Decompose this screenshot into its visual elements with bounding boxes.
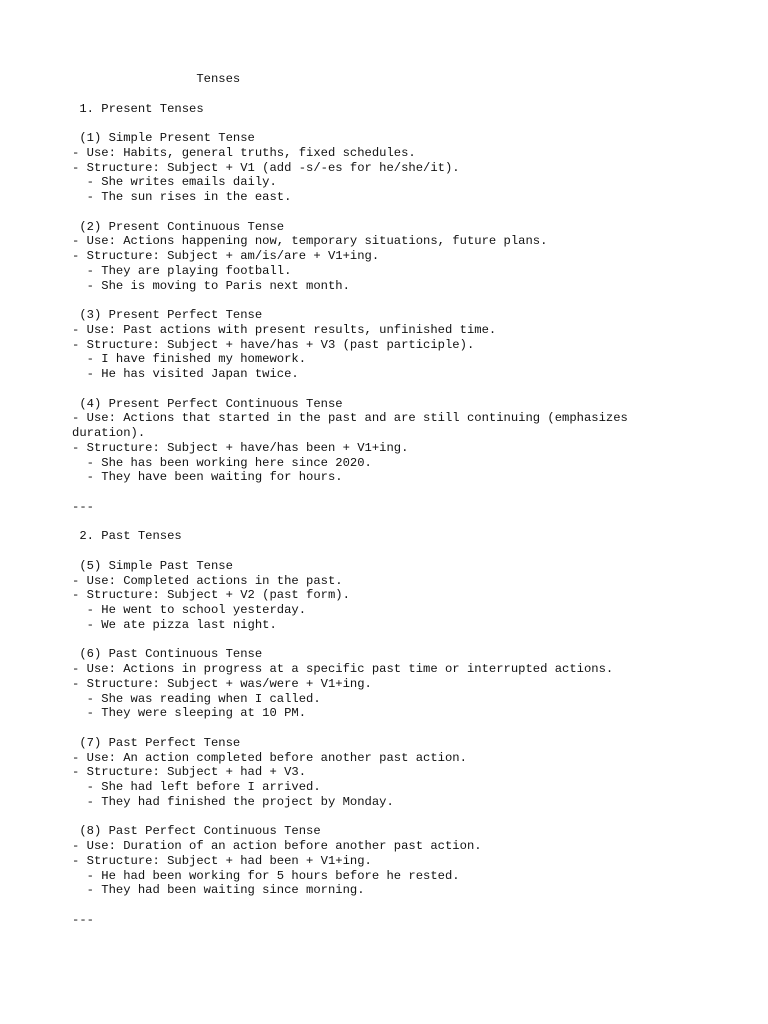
text-line: - They are playing football. [72,263,292,278]
text-line: - Use: An action completed before another past action. [72,750,467,765]
text-line [72,205,722,220]
text-line: - Structure: Subject + have/has + V3 (past participle). [72,337,475,352]
text-line [72,633,722,648]
text-line [72,515,722,530]
text-line: - The sun rises in the east. [72,190,292,204]
text-line [72,485,722,500]
text-line: - Structure: Subject + V1 (add -s/-es for he/she/it). [72,160,460,175]
text-line: - Structure: Subject + V2 (past form). [72,588,350,603]
text-line: Tenses [72,72,241,86]
text-line: - They were sleeping at 10 PM. [72,706,307,721]
text-line: - She writes emails daily. [72,175,277,190]
text-line: - I have finished my homework. [72,352,307,367]
text-line: --- [72,499,94,514]
text-line: - He had been working for 5 hours before he rested. [72,868,460,883]
text-line: - Use: Actions that started in the past and are still continuing (emphasizes [72,411,628,426]
text-line: - He went to school yesterday. [72,603,307,617]
text-line: (8) Past Perfect Continuous Tense [72,824,321,839]
text-line: 2. Past Tenses [72,529,182,544]
text-line [72,382,722,397]
text-line: - She was reading when I called. [72,691,321,706]
document-text [72,72,722,928]
text-line: (2) Present Continuous Tense [72,219,285,234]
text-line: 1. Present Tenses [72,101,204,116]
text-line: - Structure: Subject + had been + V1+ing. [72,853,372,868]
text-line: (7) Past Perfect Tense [72,735,241,750]
text-line: (5) Simple Past Tense [72,558,233,573]
text-line: - He has visited Japan twice. [72,367,299,381]
text-line [72,898,722,913]
text-line: - Use: Actions happening now, temporary situations, future plans. [72,234,548,249]
text-line: - Use: Past actions with present results, unfinished time. [72,322,497,337]
text-line: duration). [72,426,146,440]
text-line: - Use: Duration of an action before another past action. [72,839,482,853]
text-line: (4) Present Perfect Continuous Tense [72,396,343,411]
text-line [72,721,722,736]
text-line: - Use: Actions in progress at a specific past time or interrupted actions. [72,662,614,676]
text-line: - They had finished the project by Monday. [72,794,394,809]
text-line: (3) Present Perfect Tense [72,308,263,322]
text-line: - She is moving to Paris next month. [72,278,350,293]
text-line: - They had been waiting since morning. [72,883,365,898]
text-line: - Use: Habits, general truths, fixed schedules. [72,145,416,160]
text-line: - Use: Completed actions in the past. [72,573,343,588]
text-line [72,293,722,308]
text-line: - Structure: Subject + was/were + V1+ing. [72,676,372,691]
text-line [72,87,722,102]
text-line [72,544,722,559]
text-line: - She has been working here since 2020. [72,455,372,470]
text-line: - They have been waiting for hours. [72,470,343,485]
text-line: (1) Simple Present Tense [72,131,255,145]
text-line: - Structure: Subject + had + V3. [72,765,307,780]
text-line: - Structure: Subject + am/is/are + V1+ing. [72,249,380,263]
text-line: --- [72,912,94,927]
text-line: - Structure: Subject + have/has been + V1+ing. [72,440,409,455]
text-line [72,116,722,131]
text-line: - We ate pizza last night. [72,617,277,632]
text-line: (6) Past Continuous Tense [72,647,263,662]
text-line: - She had left before I arrived. [72,780,321,794]
text-line [72,810,722,825]
